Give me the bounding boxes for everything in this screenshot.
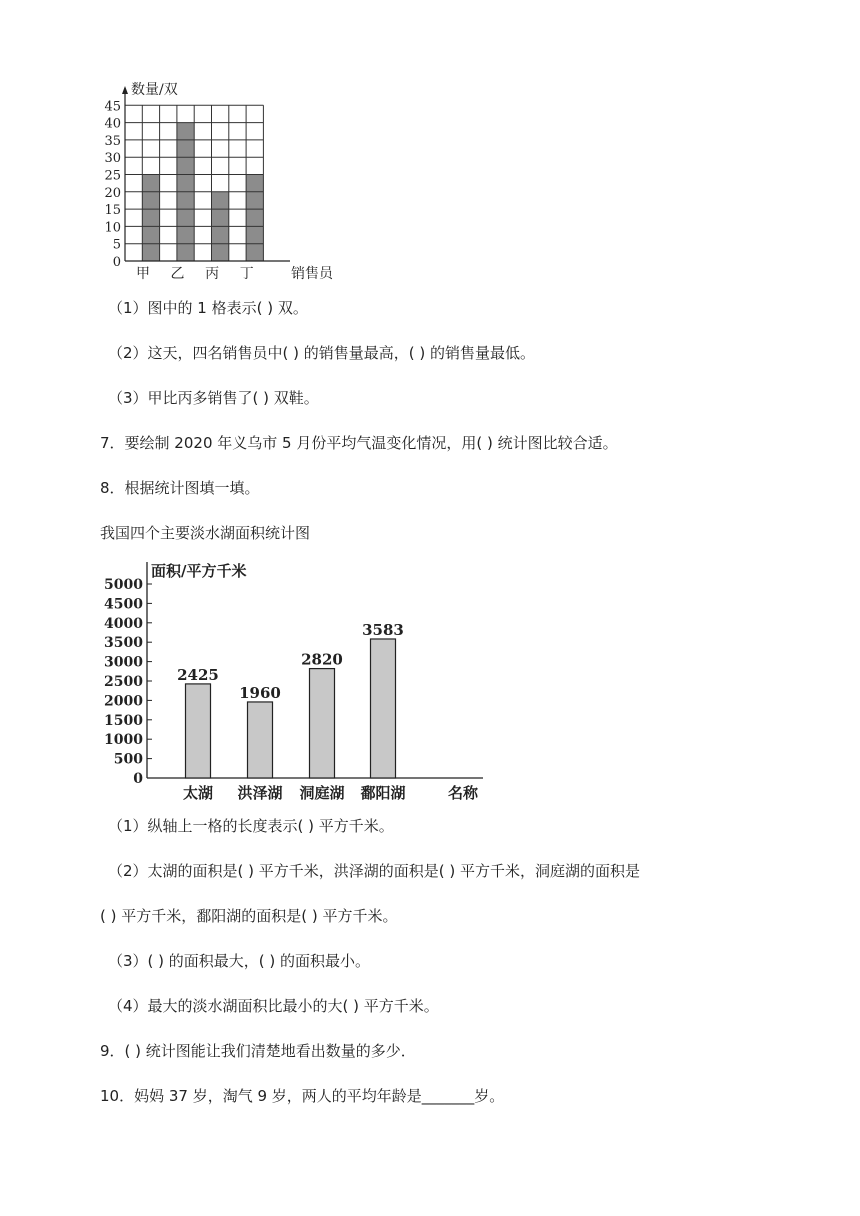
- y-tick-label: 5000: [104, 577, 143, 593]
- y-tick-label: 40: [104, 116, 121, 132]
- x-category-label: 洞庭湖: [299, 784, 345, 802]
- question-9: 9．( ) 统计图能让我们清楚地看出数量的多少．: [100, 1042, 416, 1060]
- bar-data-label: 3583: [362, 620, 404, 639]
- q8-part3: （3）( ) 的面积最大，( ) 的面积最小。: [108, 952, 371, 970]
- y-tick-label: 0: [133, 771, 143, 787]
- y-axis-label: 面积/平方千米: [151, 562, 247, 580]
- y-axis-label: 数量/双: [131, 82, 178, 98]
- bar: [142, 175, 159, 262]
- y-tick-label: 15: [104, 203, 121, 219]
- y-tick-label: 1000: [104, 732, 143, 749]
- question-10: 10．妈妈 37 岁，淘气 9 岁，两人的平均年龄是_______岁。: [100, 1087, 505, 1105]
- lake-area-bar-chart: [95, 556, 495, 810]
- y-tick-label: 2000: [104, 693, 143, 710]
- x-category-label: 洪泽湖: [237, 784, 283, 802]
- bar-data-label: 2820: [301, 650, 343, 669]
- question-8-stem: 8．根据统计图填一填。: [100, 479, 260, 497]
- x-axis-label: 名称: [447, 784, 479, 802]
- bar: [248, 702, 273, 778]
- lake-chart-svg: [95, 556, 495, 806]
- bar-data-label: 1960: [239, 683, 281, 702]
- q8-part2-line1: （2）太湖的面积是( ) 平方千米，洪泽湖的面积是( ) 平方千米，洞庭湖的面积是: [108, 862, 641, 880]
- bar: [310, 669, 335, 778]
- q6-part2: （2）这天，四名销售员中( ) 的销售量最高，( ) 的销售量最低。: [108, 344, 536, 362]
- y-tick-label: 4500: [104, 596, 143, 613]
- x-category-label: 丁: [239, 266, 254, 282]
- bar: [186, 684, 211, 778]
- q8-part2-line2: ( ) 平方千米，鄱阳湖的面积是( ) 平方千米。: [100, 907, 398, 925]
- y-tick-label: 30: [104, 151, 121, 167]
- x-axis-label: 销售员: [291, 266, 333, 282]
- y-tick-label: 4000: [104, 615, 143, 632]
- y-tick-label: 500: [113, 751, 143, 768]
- x-category-label: 太湖: [182, 784, 214, 802]
- bar: [371, 639, 396, 778]
- y-tick-label: 5: [112, 237, 121, 253]
- x-category-label: 乙: [170, 266, 185, 282]
- bar: [246, 175, 263, 262]
- y-axis-arrow: [122, 86, 128, 94]
- q6-part3: （3）甲比丙多销售了( ) 双鞋。: [108, 389, 319, 407]
- sales-bar-chart: [95, 78, 355, 292]
- y-tick-label: 1500: [104, 712, 143, 729]
- y-tick-label: 0: [112, 255, 121, 270]
- question-7: 7．要绘制 2020 年义乌市 5 月份平均气温变化情况，用( ) 统计图比较合适。: [100, 434, 618, 452]
- q8-part1: （1）纵轴上一格的长度表示( ) 平方千米。: [108, 817, 394, 835]
- sales-chart-svg: [95, 78, 355, 288]
- y-tick-label: 45: [104, 99, 121, 115]
- y-tick-label: 3500: [104, 635, 143, 652]
- y-tick-label: 2500: [104, 674, 143, 690]
- y-tick-label: 3000: [104, 654, 143, 671]
- y-tick-label: 20: [104, 185, 121, 201]
- y-tick-label: 10: [104, 220, 121, 236]
- x-category-label: 鄱阳湖: [360, 784, 406, 802]
- y-tick-label: 25: [104, 168, 121, 184]
- q6-part1: （1）图中的 1 格表示( ) 双。: [108, 299, 308, 317]
- x-category-label: 丙: [205, 266, 220, 282]
- lake-chart-title: 我国四个主要淡水湖面积统计图: [100, 524, 311, 542]
- x-category-label: 甲: [135, 266, 150, 282]
- bar-data-label: 2425: [177, 665, 219, 684]
- y-tick-label: 35: [104, 133, 121, 149]
- q8-part4: （4）最大的淡水湖面积比最小的大( ) 平方千米。: [108, 997, 439, 1015]
